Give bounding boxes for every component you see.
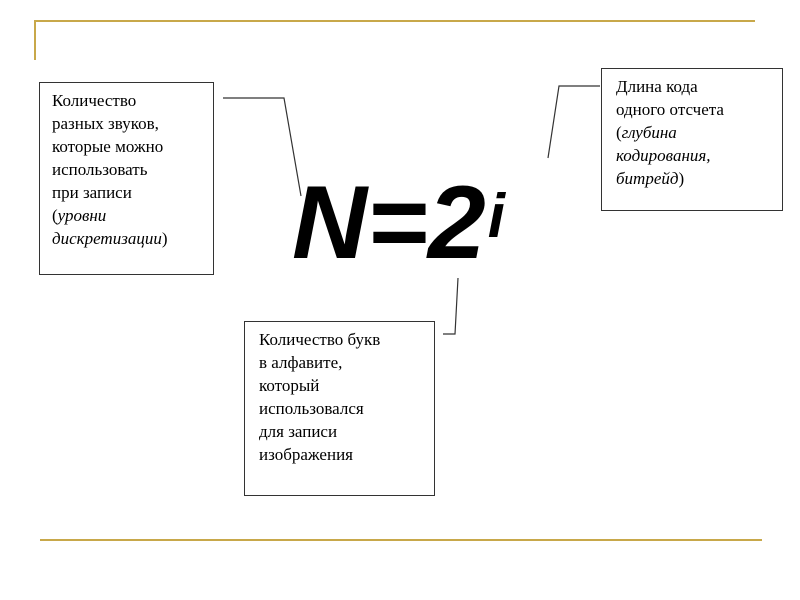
box-bottom-line: в алфавите, — [259, 353, 343, 372]
box-right-note-text: глубина — [621, 123, 677, 142]
box-right-note-text: кодирования, — [616, 146, 711, 165]
connector-bottom — [443, 278, 458, 334]
formula-base: N=2 — [292, 165, 486, 281]
box-left-note-text: дискретизации — [52, 229, 162, 248]
box-left-note-text: уровни — [57, 206, 107, 225]
box-left-line: которые можно — [52, 137, 164, 156]
box-left-line: использовать — [52, 160, 148, 179]
connector-right — [548, 86, 600, 158]
box-bottom-line: который — [259, 376, 320, 395]
sampling-levels-box — [39, 82, 214, 275]
box-right-note-text: битрейд — [616, 169, 679, 188]
connector-left — [223, 98, 301, 196]
box-right-note — [616, 144, 772, 167]
box-right-line: одного отсчета — [616, 100, 724, 119]
box-left-line: разных звуков, — [52, 114, 159, 133]
box-right-note: битрейд) — [616, 169, 685, 188]
box-bottom-line: использовался — [259, 399, 364, 418]
box-left-note: (уровни — [52, 206, 107, 225]
hartley-formula — [292, 165, 505, 281]
box-right-note: (глубина — [616, 123, 677, 142]
alphabet-size-box — [244, 321, 435, 496]
box-bottom-line: Количество букв — [259, 330, 381, 349]
formula-exponent: i — [487, 182, 505, 251]
box-bottom-line: для записи — [259, 422, 338, 441]
box-right-line: Длина кода — [616, 77, 698, 96]
bit-depth-box — [601, 68, 783, 211]
box-left-line: при записи — [52, 183, 132, 202]
box-left-note: дискретизации) — [52, 229, 168, 248]
box-left-line: Количество — [52, 91, 137, 110]
box-bottom-line: изображения — [259, 445, 353, 464]
